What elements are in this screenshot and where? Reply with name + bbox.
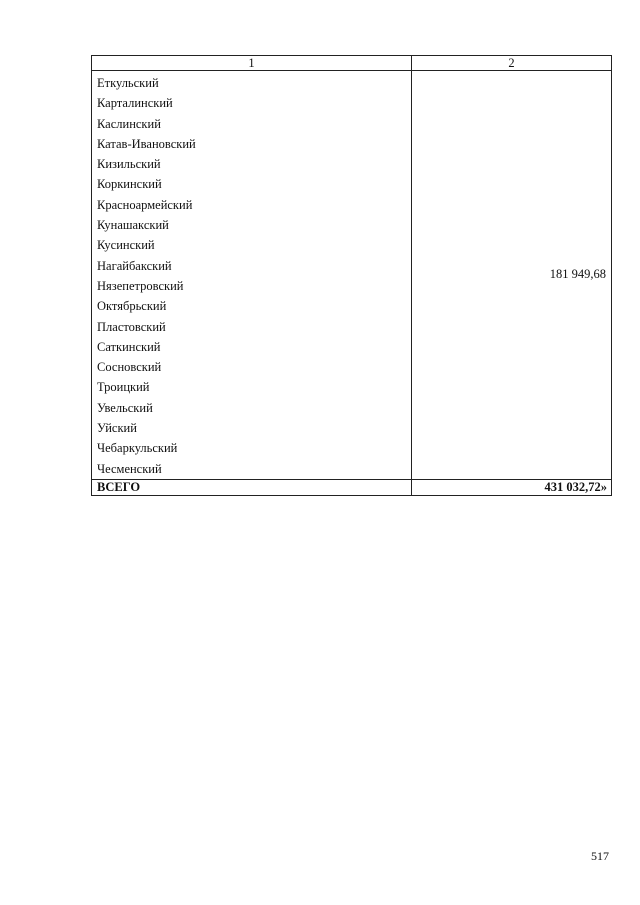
district-group-row <box>92 71 612 480</box>
district-name: Каслинский <box>97 116 161 131</box>
district-name: Красноармейский <box>97 197 193 212</box>
district-names-cell <box>92 71 412 480</box>
header-row <box>92 56 612 71</box>
district-name: Октябрьский <box>97 299 167 314</box>
district-name: Коркинский <box>97 177 162 192</box>
district-name: Сосновский <box>97 360 162 375</box>
district-name: Саткинский <box>97 339 161 354</box>
district-name: Чебаркульский <box>97 441 178 456</box>
district-name: Троицкий <box>97 380 150 395</box>
district-name: Увельский <box>97 400 153 415</box>
column-header-2: 2 <box>412 56 612 71</box>
district-name: Карталинский <box>97 96 173 111</box>
district-name: Катав-Ивановский <box>97 136 196 151</box>
total-label: ВСЕГО <box>92 479 412 495</box>
district-name: Кизильский <box>97 157 161 172</box>
page-number: 517 <box>591 849 609 863</box>
district-name: Нязепетровский <box>97 278 184 293</box>
district-name: Чесменский <box>97 461 162 476</box>
column-header-1: 1 <box>92 56 412 71</box>
district-name: Кунашакский <box>97 218 169 233</box>
group-amount-cell: 181 949,68 <box>412 71 612 480</box>
total-amount: 431 032,72» <box>412 479 612 495</box>
allocation-table <box>91 55 612 496</box>
district-name: Еткульский <box>97 76 159 90</box>
district-name: Уйский <box>97 421 137 436</box>
district-name: Кусинский <box>97 238 155 253</box>
total-row <box>92 479 612 495</box>
district-name: Пластовский <box>97 319 166 334</box>
district-name: Нагайбакский <box>97 258 172 273</box>
